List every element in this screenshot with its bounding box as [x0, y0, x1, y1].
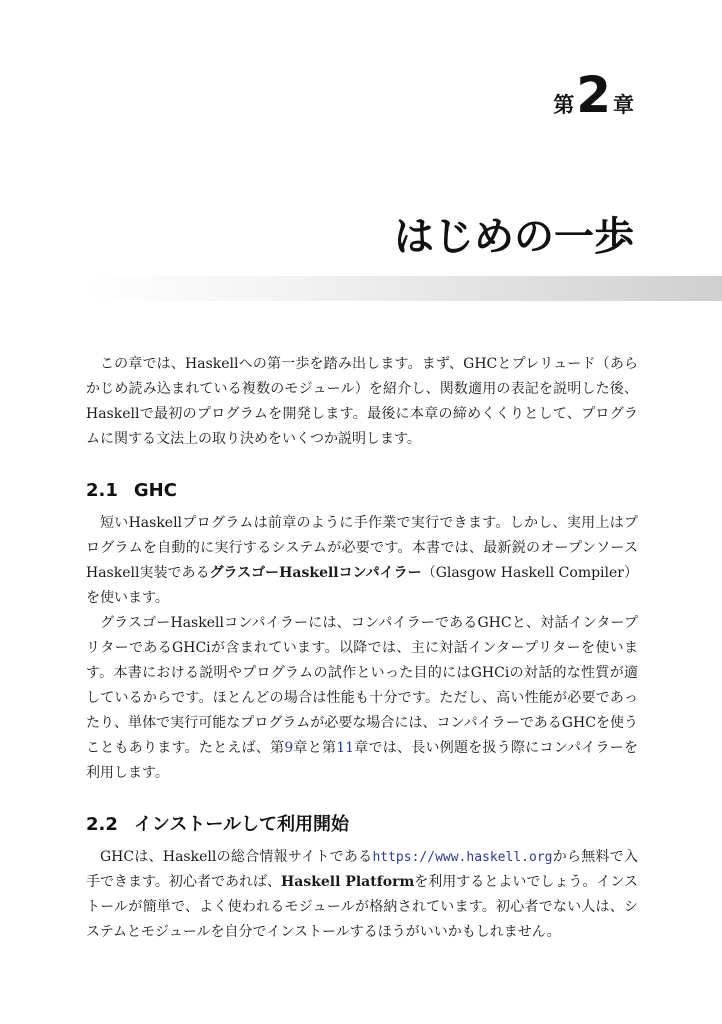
chapter-suffix: 章 [613, 93, 634, 117]
section-number: 2.2 [86, 814, 118, 835]
text-run: 短いHaskellプログラムは前章のように手作業で実行できます。しかし、実用上はプログラムを自動的に実行するシステムが必要です。本書では、最新鋭のオープンソースHaskell実装である [86, 515, 638, 581]
paragraph [86, 611, 638, 786]
chapter-number: 2 [576, 66, 611, 124]
section-number: 2.1 [86, 480, 118, 501]
chapter-reference-link[interactable]: 11 [336, 740, 355, 756]
paragraph [86, 845, 638, 945]
url-link[interactable]: https://www.haskell.org [372, 850, 553, 865]
chapter-prefix: 第 [553, 93, 575, 117]
section-title: インストールして利用開始 [133, 814, 349, 835]
intro-paragraph: この章では、Haskellへの第一歩を踏み出します。まず、GHCとプレリュード（あらかじめ読み込まれている複数のモジュール）を紹介し、関数適用の表記を説明した後、Haskellで最初のプログラムを開発します。最後に本章の締めくくりとして、プログラムに関する文法上の取り決めをいくつか説明します。 [86, 356, 638, 447]
bold-term: グラスゴーHaskellコンパイラー [209, 565, 422, 581]
paragraph [86, 511, 638, 611]
text-run: を利用するとよいでしょう。インストールが簡単で、よく使われるモジュールが格納されています。初心者でない人は、システムとモジュールを自分でインストールするほうがいいかもしれません。 [86, 874, 638, 940]
section-heading-2-2 [86, 811, 638, 839]
bold-term: Haskell Platform [281, 874, 415, 890]
section-heading-2-1 [86, 477, 638, 505]
chapter-reference-link[interactable]: 9 [284, 740, 294, 756]
text-run: 章では、長い例題を扱う際にコンパイラーを利用します。 [86, 740, 638, 781]
text-run: 章と第 [293, 740, 337, 756]
text-run: （Glasgow Haskell Compiler）を使います。 [86, 565, 639, 606]
page-body [86, 352, 638, 945]
text-run: から無料で入手できます。初心者であれば、 [86, 849, 639, 890]
text-run: グラスゴーHaskellコンパイラーには、コンパイラーであるGHCと、対話インタープリターであるGHCiが含まれています。以降では、主に対話インタープリターを使います。本書における説明やプログラムの試作といった目的にはGHCiの対話的な性質が適しているからです。ほとんどの場合は性能も十分です。ただし、高い性能が必要であったり、単体で実行可能なプログラムが必要な場合には、コンパイラーであるGHCを使うこともあります。たとえば、第 [86, 615, 638, 756]
title-band [88, 276, 722, 301]
section-title: GHC [133, 480, 177, 501]
chapter-title: はじめの一歩 [394, 214, 634, 260]
text-run: GHCは、Haskellの総合情報サイトである [100, 849, 373, 865]
chapter-label [553, 66, 634, 124]
